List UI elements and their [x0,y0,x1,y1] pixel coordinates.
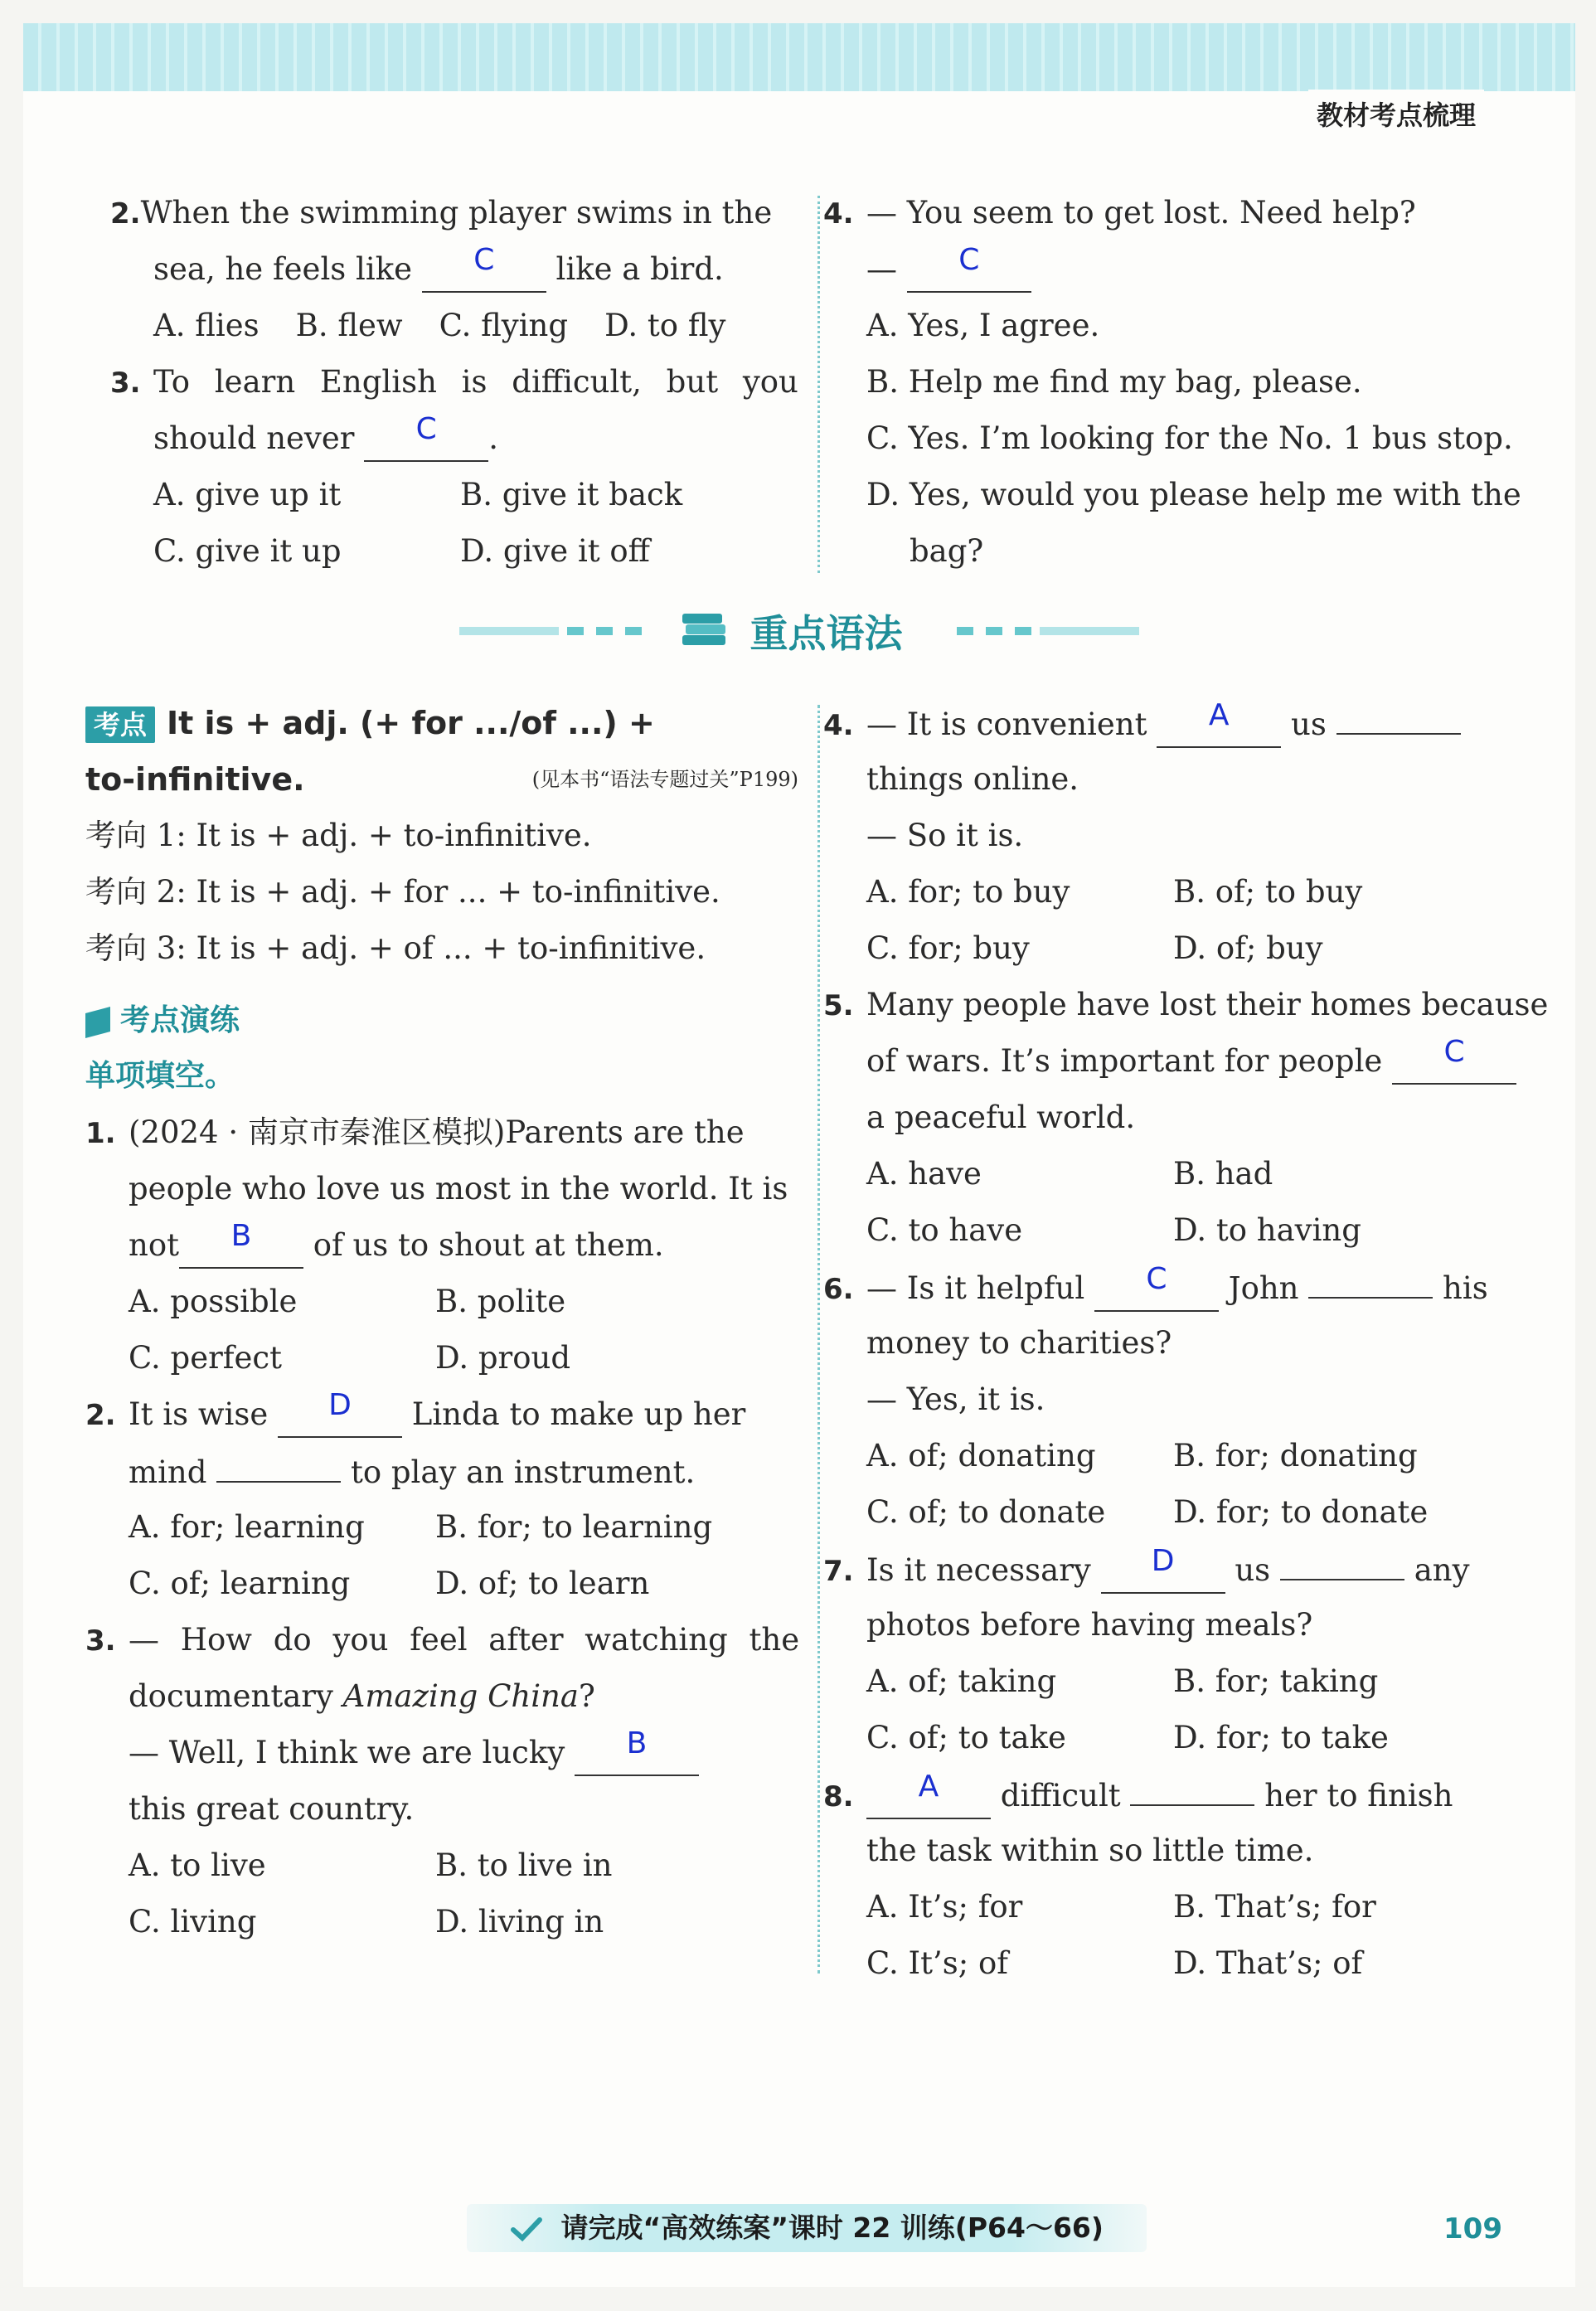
grammar-direction: 考向 2: It is + adj. + for ... + to-infinitive. [85,874,720,910]
question-line: not B of us to shout at them. [129,1217,798,1274]
option: B. of; to buy [1173,874,1363,910]
question-line: a peaceful world. [866,1100,1136,1135]
option: C. It’s; of [866,1945,1008,1981]
answer-blank: D [1101,1554,1225,1594]
option: D. give it off [460,533,650,569]
option-continuation: bag? [910,533,984,569]
option: B. polite [435,1284,566,1319]
option: D. of; buy [1173,930,1323,966]
option: D. living in [435,1904,604,1940]
answer-blank [1280,1541,1404,1580]
grammar-direction: 考向 1: It is + adj. + to-infinitive. [85,818,592,853]
answer-blank [1336,695,1461,735]
option: B. for; donating [1173,1438,1418,1474]
options-row [129,1838,798,1894]
section-decoration [924,627,1139,635]
options-row [129,1556,798,1612]
options-row [129,1274,798,1330]
question-line: people who love us most in the world. It is [129,1171,788,1206]
answer-blank [216,1443,341,1483]
column-divider [817,196,820,573]
pencil-check-icon [510,2215,543,2245]
option: A. for; to buy [866,874,1070,910]
option: C. Yes. I’m looking for the No. 1 bus stop. [866,420,1513,456]
question-line: 4. — You seem to get lost. Need help? [823,195,1416,231]
options-row [110,523,798,580]
option: C. for; buy [866,930,1030,966]
question-line: things online. [866,761,1079,797]
answer-blank: B [575,1736,699,1776]
question-line: 4. — It is convenient A us [823,695,1511,751]
column-divider [817,705,820,1974]
option: D. to having [1173,1212,1361,1248]
answer-blank: C [364,422,488,462]
options-row [823,920,1511,977]
options-row [110,298,798,354]
options-row [823,1879,1511,1935]
option: D. That’s; of [1173,1945,1363,1981]
question-line: mind to play an instrument. [129,1443,798,1499]
question-line: 6. — Is it helpful C John his [823,1259,1511,1315]
practice-title: 考点演练 [85,992,798,1048]
grammar-column [85,695,800,1950]
answer-blank: A [1157,708,1281,748]
answer-blank [1130,1766,1254,1806]
question-line: 3. — How do you feel after watching the [85,1622,800,1658]
answer-blank: B [179,1229,303,1269]
question-line: — So it is. [866,818,1024,853]
options-row [823,1935,1511,1992]
header-label: 教材考点梳理 [1308,90,1484,138]
options-row [110,467,798,523]
option: A. Yes, I agree. [866,308,1100,343]
question-line: 2. When the swimming player swims in the [110,195,773,231]
question-line: sea, he feels like C like a bird. [110,241,798,298]
practice-instruction: 单项填空。 [85,1059,235,1093]
page-number: 109 [1443,2212,1502,2245]
options-row [823,864,1511,920]
options-row [129,1499,798,1556]
reference-note: (见本书“语法专题过关”P199) [531,768,798,791]
option: C. of; to take [866,1720,1066,1755]
question-line: — Well, I think we are lucky B [129,1725,798,1781]
option: C. living [129,1904,257,1940]
options-row [129,1894,798,1950]
question-line: should never C . [110,410,798,467]
question-line: 2. It is wise D Linda to make up her [85,1386,798,1443]
answer-blank [1308,1259,1433,1299]
question-line: this great country. [129,1791,415,1827]
option: A. possible [129,1284,298,1319]
option: B. give it back [460,477,683,512]
page [23,23,1575,2287]
option: B. had [1173,1156,1273,1192]
option: A. for; learning [129,1509,365,1545]
option: D. of; to learn [435,1566,650,1601]
question-line: 5. Many people have lost their homes because [823,987,1549,1022]
question-line: — C [823,241,1511,298]
option: C. of; learning [129,1566,351,1601]
top-left-column [110,185,798,580]
cube-icon [85,1006,110,1037]
option: A. It’s; for [866,1889,1023,1925]
option: B. flew [295,308,403,343]
option: D. for; to donate [1173,1494,1429,1530]
answer-blank: C [1392,1045,1516,1085]
question-line: the task within so little time. [866,1833,1314,1868]
option: A. of; taking [866,1663,1057,1699]
option: A. have [866,1156,982,1192]
option: C. give it up [153,533,342,569]
option: C. of; to donate [866,1494,1106,1530]
answer-blank: C [1094,1272,1219,1312]
question-line: photos before having meals? [866,1607,1313,1643]
options-row [823,1710,1511,1766]
option: C. to have [866,1212,1023,1248]
options-row [823,1428,1511,1484]
top-right-column [823,185,1521,580]
header-band [23,23,1575,91]
option: D. proud [435,1340,571,1376]
question-line: of wars. It’s important for people C [823,1033,1511,1090]
options-row [823,1146,1511,1202]
question-line: money to charities? [866,1325,1172,1361]
question-line: — Yes, it is. [866,1381,1045,1417]
options-row [823,1484,1511,1541]
option: C. flying [439,308,569,343]
footer-text: 请完成“高效练案”课时 22 训练(P64～66) [560,2211,1104,2244]
grammar-point: to-infinitive. (见本书“语法专题过关”P199) [85,751,798,808]
option: B. for; to learning [435,1509,713,1545]
option: B. for; taking [1173,1663,1379,1699]
answer-blank: C [907,253,1031,293]
option: A. of; donating [866,1438,1096,1474]
answer-blank: C [422,253,546,293]
option: D. to fly [604,308,726,343]
answer-blank: D [278,1398,402,1438]
section-title-text: 重点语法 [749,611,903,656]
option: B. That’s; for [1173,1889,1376,1925]
option: A. flies [153,308,260,343]
section-decoration [459,627,675,635]
right-questions-column [823,695,1549,1992]
answer-blank: A [866,1779,991,1819]
grammar-direction: 考向 3: It is + adj. + of ... + to-infinitive. [85,930,706,966]
option: C. perfect [129,1340,282,1376]
question-line: 8. A difficult her to finish [823,1766,1511,1823]
question-line: 1. (2024 · 南京市秦淮区模拟)Parents are the [85,1114,745,1150]
question-line: 3. To learn English is difficult, but you [110,364,798,400]
question-line: 7. Is it necessary D us any [823,1541,1511,1597]
grammar-point: 考点 It is + adj. (+ for .../of ...) + [85,695,798,751]
section-title [23,604,1575,670]
question-line: documentary Amazing China? [129,1678,595,1714]
options-row [129,1330,798,1386]
option: D. Yes, would you please help me with the [866,477,1521,512]
option: A. give up it [153,477,342,512]
option: D. for; to take [1173,1720,1389,1755]
options-row [823,1202,1511,1259]
book-stack-icon [679,610,729,652]
option: B. Help me find my bag, please. [866,364,1362,400]
option: A. to live [129,1847,266,1883]
option: B. to live in [435,1847,613,1883]
footer-banner [467,2204,1147,2252]
options-row [823,1653,1511,1710]
grammar-badge: 考点 [85,706,155,743]
